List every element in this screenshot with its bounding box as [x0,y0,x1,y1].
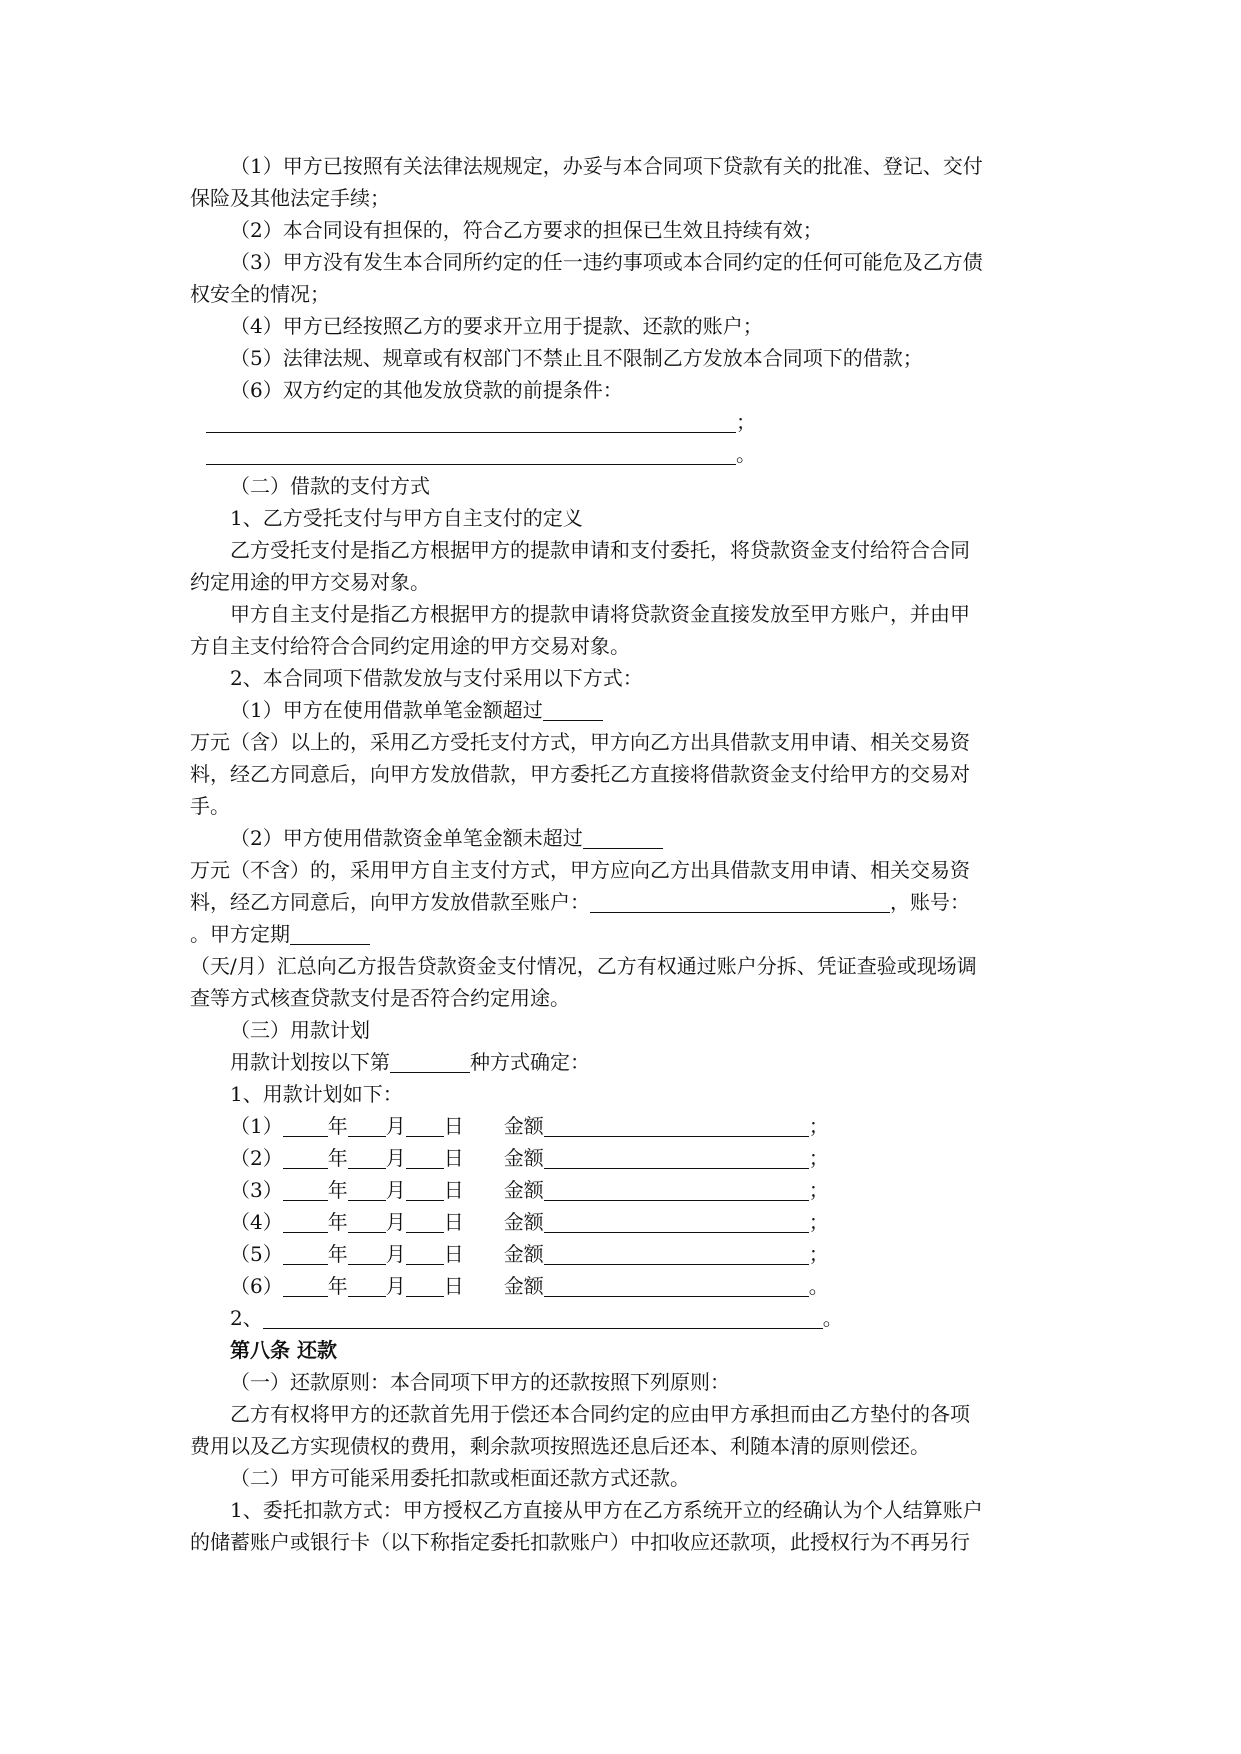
plan-row [190,1110,1050,1142]
plan-row [190,1238,1050,1270]
fill-blank[interactable] [583,826,663,849]
paragraph: 料，经乙方同意后，向甲方发放借款，甲方委托乙方直接将借款资金支付给甲方的交易对 [190,762,970,786]
amount-label: 金额 [503,1114,544,1138]
fill-blank[interactable] [206,442,736,465]
blank-line: ； [190,406,1050,438]
paragraph: 保险及其他法定手续； [190,186,390,210]
fill-blank[interactable] [406,1114,444,1137]
paragraph: 查等方式核查贷款支付是否符合约定用途。 [190,986,570,1010]
fill-blank[interactable] [283,1114,328,1137]
month-label: 月 [385,1274,406,1298]
fill-blank[interactable] [406,1178,444,1201]
paragraph: 万元（含）以上的，采用乙方受托支付方式，甲方向乙方出具借款支用申请、相关交易资 [190,730,970,754]
amount-label: 金额 [503,1146,544,1170]
fill-blank[interactable] [406,1210,444,1233]
paragraph: （1）甲方在使用借款单笔金额超过 [190,694,1050,726]
paragraph: （3）甲方没有发生本合同所约定的任一违约事项或本合同约定的任何可能危及乙方债 [230,250,983,274]
paragraph: 2、 。 [230,1306,843,1330]
day-label: 日 [443,1242,464,1266]
paragraph: 权安全的情况； [190,282,330,306]
plan-table [190,1110,1050,1302]
row-end-punct: ； [808,1178,829,1202]
row-end-punct: ； [808,1242,829,1266]
paragraph: 费用以及乙方实现债权的费用，剩余款项按照选还息后还本、利随本清的原则偿还。 [190,1434,930,1458]
day-label: 日 [443,1274,464,1298]
fill-blank[interactable] [283,1146,328,1169]
year-label: 年 [327,1274,348,1298]
fill-blank[interactable] [283,1242,328,1265]
month-label: 月 [385,1242,406,1266]
fill-blank[interactable] [348,1114,386,1137]
year-label: 年 [327,1210,348,1234]
section-heading: （二）借款的支付方式 [230,474,430,498]
day-label: 日 [443,1178,464,1202]
section-heading: （三）用款计划 [230,1018,370,1042]
fill-blank[interactable] [406,1242,444,1265]
month-label: 月 [385,1146,406,1170]
paragraph: （4）甲方已经按照乙方的要求开立用于提款、还款的账户； [230,314,763,338]
paragraph: （6）双方约定的其他发放贷款的前提条件： [230,378,623,402]
fill-blank[interactable] [348,1178,386,1201]
fill-blank[interactable] [544,1242,809,1265]
day-label: 日 [443,1146,464,1170]
fill-blank[interactable] [206,410,736,433]
paragraph: 料，经乙方同意后，向甲方发放借款至账户： ，账号： [190,890,970,914]
year-label: 年 [327,1146,348,1170]
row-end-punct: ； [808,1210,829,1234]
paragraph: （天/月）汇总向乙方报告贷款资金支付情况，乙方有权通过账户分拆、凭证查验或现场调 [190,954,977,978]
fill-blank[interactable] [544,1210,809,1233]
fill-blank[interactable] [348,1146,386,1169]
day-label: 日 [443,1114,464,1138]
fill-blank[interactable] [348,1274,386,1297]
fill-blank[interactable] [390,1050,470,1073]
row-end-punct: ； [808,1114,829,1138]
plan-row [190,1174,1050,1206]
paragraph: 。甲方定期 [190,918,1050,950]
fill-blank[interactable] [406,1146,444,1169]
blank-line: 。 [190,438,1050,470]
fill-blank[interactable] [290,922,370,945]
month-label: 月 [385,1210,406,1234]
year-label: 年 [327,1242,348,1266]
document-page [190,150,1050,1558]
plan-row-number: （1） [230,1114,283,1138]
month-label: 月 [385,1178,406,1202]
plan-row [190,1142,1050,1174]
row-end-punct: 。 [808,1274,829,1298]
fill-blank[interactable] [544,1146,809,1169]
fill-blank[interactable] [348,1210,386,1233]
year-label: 年 [327,1114,348,1138]
day-label: 日 [443,1210,464,1234]
fill-blank[interactable] [544,1274,809,1297]
paragraph: （2）本合同设有担保的，符合乙方要求的担保已生效且持续有效； [230,218,823,242]
paragraph: 2、本合同项下借款发放与支付采用以下方式： [230,666,643,690]
fill-blank[interactable] [263,1306,823,1329]
plan-row-number: （6） [230,1274,283,1298]
paragraph: （1）甲方已按照有关法律法规规定，办妥与本合同项下贷款有关的批准、登记、交付 [230,154,983,178]
paragraph: 方自主支付给符合合同约定用途的甲方交易对象。 [190,634,630,658]
paragraph: 甲方自主支付是指乙方根据甲方的提款申请将贷款资金直接发放至甲方账户，并由甲 [230,602,970,626]
plan-row [190,1206,1050,1238]
fill-blank[interactable] [283,1274,328,1297]
paragraph: （二）甲方可能采用委托扣款或柜面还款方式还款。 [230,1466,690,1490]
year-label: 年 [327,1178,348,1202]
month-label: 月 [385,1114,406,1138]
amount-label: 金额 [503,1178,544,1202]
fill-blank[interactable] [590,890,890,913]
plan-row [190,1270,1050,1302]
plan-row-number: （3） [230,1178,283,1202]
fill-blank[interactable] [348,1242,386,1265]
paragraph: 1、乙方受托支付与甲方自主支付的定义 [230,506,583,530]
article-heading: 第八条 还款 [230,1338,337,1362]
paragraph: 约定用途的甲方交易对象。 [190,570,430,594]
paragraph: 乙方受托支付是指乙方根据甲方的提款申请和支付委托，将贷款资金支付给符合合同 [230,538,970,562]
row-end-punct: ； [808,1146,829,1170]
amount-label: 金额 [503,1242,544,1266]
plan-row-number: （5） [230,1242,283,1266]
fill-blank[interactable] [544,1114,809,1137]
paragraph: （5）法律法规、规章或有权部门不禁止且不限制乙方发放本合同项下的借款； [230,346,923,370]
fill-blank[interactable] [543,698,603,721]
plan-row-number: （2） [230,1146,283,1170]
paragraph: （2）甲方使用借款资金单笔金额未超过 [190,822,1050,854]
fill-blank[interactable] [544,1178,809,1201]
paragraph: 用款计划按以下第 种方式确定： [230,1050,590,1074]
paragraph: 手。 [190,794,230,818]
paragraph: 乙方有权将甲方的还款首先用于偿还本合同约定的应由甲方承担而由乙方垫付的各项 [230,1402,970,1426]
plan-row-number: （4） [230,1210,283,1234]
paragraph: 1、委托扣款方式：甲方授权乙方直接从甲方在乙方系统开立的经确认为个人结算账户 [230,1498,983,1522]
fill-blank[interactable] [283,1178,328,1201]
fill-blank[interactable] [406,1274,444,1297]
fill-blank[interactable] [283,1210,328,1233]
amount-label: 金额 [503,1274,544,1298]
paragraph: （一）还款原则：本合同项下甲方的还款按照下列原则： [230,1370,730,1394]
paragraph: 万元（不含）的，采用甲方自主支付方式，甲方应向乙方出具借款支用申请、相关交易资 [190,858,970,882]
amount-label: 金额 [503,1210,544,1234]
paragraph: 的储蓄账户或银行卡（以下称指定委托扣款账户）中扣收应还款项，此授权行为不再另行 [190,1530,970,1554]
paragraph: 1、用款计划如下： [230,1082,403,1106]
